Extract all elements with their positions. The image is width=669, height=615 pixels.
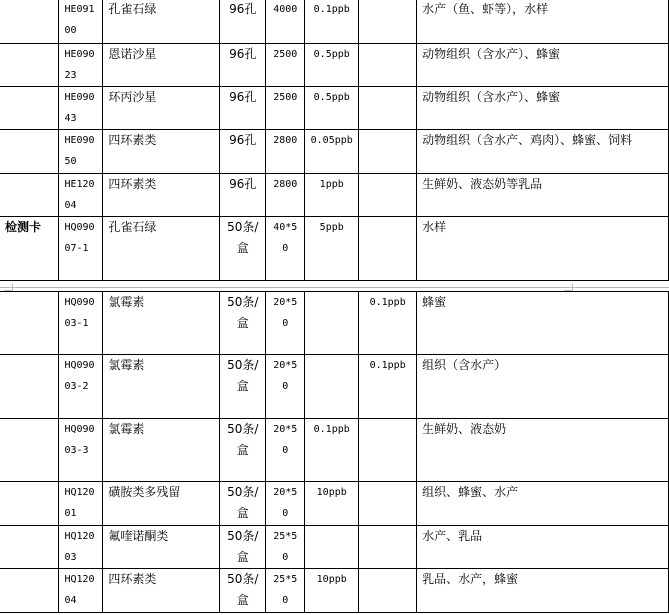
product-name-cell: 氯霉素 — [103, 355, 220, 419]
price-cell: 2500 — [266, 44, 305, 87]
sample-type-cell: 生鲜奶、液态奶 — [417, 419, 669, 482]
sample-type-cell: 动物组织（含水产）、蜂蜜 — [417, 44, 669, 87]
category-cell: 检测卡 — [0, 217, 59, 281]
product-name-cell: 氯霉素 — [103, 419, 220, 482]
product-code-cell: HQ09003-3 — [59, 419, 103, 482]
sample-type-cell: 生鲜奶、液态奶等乳品 — [417, 174, 669, 217]
detection-limit-cell: 1ppb — [305, 174, 359, 217]
price-cell: 20*50 — [266, 292, 305, 355]
detection-limit-cell: 10ppb — [305, 482, 359, 526]
product-name-cell: 四环素类 — [103, 130, 220, 174]
table-row — [0, 174, 669, 217]
product-code-cell: HQ09003-1 — [59, 292, 103, 355]
product-code-cell: HE12004 — [59, 174, 103, 217]
detection-limit-alt-cell — [359, 419, 417, 482]
product-name-cell: 氟喹诺酮类 — [103, 526, 220, 569]
spec-cell: 96孔 — [220, 44, 266, 87]
product-code-cell: HQ12004 — [59, 569, 103, 613]
price-cell: 25*50 — [266, 569, 305, 613]
detection-limit-cell: 0.1ppb — [305, 0, 359, 44]
sample-type-cell: 乳品、水产，蜂蜜 — [417, 569, 669, 613]
detection-limit-alt-cell: 0.1ppb — [359, 292, 417, 355]
category-cell — [0, 87, 59, 130]
product-name-cell: 磺胺类多残留 — [103, 482, 220, 526]
product-name-cell: 恩诺沙星 — [103, 44, 220, 87]
price-cell: 2500 — [266, 87, 305, 130]
table-row — [0, 87, 669, 130]
detection-limit-cell: 0.5ppb — [305, 44, 359, 87]
price-cell: 20*50 — [266, 482, 305, 526]
detection-limit-alt-cell — [359, 569, 417, 613]
spec-cell: 50条/盒 — [220, 419, 266, 482]
margin-mark-right — [564, 284, 573, 291]
spec-cell: 50条/盒 — [220, 355, 266, 419]
table-row — [0, 130, 669, 174]
price-cell: 25*50 — [266, 526, 305, 569]
category-cell — [0, 0, 59, 44]
product-name-cell: 环丙沙星 — [103, 87, 220, 130]
spec-cell: 96孔 — [220, 130, 266, 174]
detection-limit-cell: 0.5ppb — [305, 87, 359, 130]
sample-type-cell: 组织、蜂蜜、水产 — [417, 482, 669, 526]
table-row — [0, 569, 669, 613]
product-name-cell: 四环素类 — [103, 174, 220, 217]
spec-cell: 50条/盒 — [220, 569, 266, 613]
product-name-cell: 孔雀石绿 — [103, 217, 220, 281]
detection-limit-alt-cell — [359, 217, 417, 281]
sample-type-cell: 动物组织（含水产）、蜂蜜 — [417, 87, 669, 130]
table-row — [0, 292, 669, 355]
table-row — [0, 526, 669, 569]
category-cell — [0, 482, 59, 526]
spec-cell: 50条/盒 — [220, 292, 266, 355]
product-code-cell: HE09043 — [59, 87, 103, 130]
product-table-bottom — [0, 291, 669, 613]
sample-type-cell: 水产、乳品 — [417, 526, 669, 569]
table-row — [0, 0, 669, 44]
detection-limit-cell — [305, 526, 359, 569]
category-cell — [0, 130, 59, 174]
page-break — [0, 282, 669, 291]
product-code-cell: HQ12003 — [59, 526, 103, 569]
price-cell: 2800 — [266, 130, 305, 174]
spec-cell: 96孔 — [220, 87, 266, 130]
price-cell: 4000 — [266, 0, 305, 44]
category-cell — [0, 526, 59, 569]
detection-limit-alt-cell — [359, 44, 417, 87]
spec-cell: 96孔 — [220, 174, 266, 217]
category-cell — [0, 174, 59, 217]
detection-limit-alt-cell — [359, 482, 417, 526]
product-code-cell: HE09023 — [59, 44, 103, 87]
detection-limit-cell: 0.1ppb — [305, 419, 359, 482]
product-name-cell: 孔雀石绿 — [103, 0, 220, 44]
category-cell — [0, 292, 59, 355]
detection-limit-alt-cell — [359, 526, 417, 569]
category-cell — [0, 419, 59, 482]
detection-limit-alt-cell — [359, 130, 417, 174]
category-cell — [0, 569, 59, 613]
detection-limit-cell: 5ppb — [305, 217, 359, 281]
category-cell — [0, 355, 59, 419]
product-code-cell: HE09100 — [59, 0, 103, 44]
sample-type-cell: 蜂蜜 — [417, 292, 669, 355]
sample-type-cell: 水样 — [417, 217, 669, 281]
price-cell: 40*50 — [266, 217, 305, 281]
product-name-cell: 氯霉素 — [103, 292, 220, 355]
spec-cell: 50条/盒 — [220, 482, 266, 526]
table-row — [0, 482, 669, 526]
detection-limit-alt-cell — [359, 0, 417, 44]
detection-limit-cell — [305, 355, 359, 419]
product-code-cell: HQ12001 — [59, 482, 103, 526]
detection-limit-cell: 10ppb — [305, 569, 359, 613]
spec-cell: 96孔 — [220, 0, 266, 44]
spec-cell: 50条/盒 — [220, 217, 266, 281]
product-table-top — [0, 0, 669, 281]
detection-limit-alt-cell — [359, 87, 417, 130]
spec-cell: 50条/盒 — [220, 526, 266, 569]
detection-limit-cell — [305, 292, 359, 355]
table-row — [0, 217, 669, 281]
price-cell: 20*50 — [266, 419, 305, 482]
category-cell — [0, 44, 59, 87]
detection-limit-alt-cell: 0.1ppb — [359, 355, 417, 419]
table-row — [0, 419, 669, 482]
product-code-cell: HQ09007-1 — [59, 217, 103, 281]
product-code-cell: HE09050 — [59, 130, 103, 174]
product-name-cell: 四环素类 — [103, 569, 220, 613]
price-cell: 20*50 — [266, 355, 305, 419]
margin-mark-left — [4, 284, 13, 291]
detection-limit-alt-cell — [359, 174, 417, 217]
product-code-cell: HQ09003-2 — [59, 355, 103, 419]
sample-type-cell: 动物组织（含水产、鸡肉）、蜂蜜、饲料 — [417, 130, 669, 174]
table-row — [0, 355, 669, 419]
sample-type-cell: 水产（鱼、虾等），水样 — [417, 0, 669, 44]
sample-type-cell: 组织（含水产） — [417, 355, 669, 419]
price-cell: 2800 — [266, 174, 305, 217]
detection-limit-cell: 0.05ppb — [305, 130, 359, 174]
table-row — [0, 44, 669, 87]
